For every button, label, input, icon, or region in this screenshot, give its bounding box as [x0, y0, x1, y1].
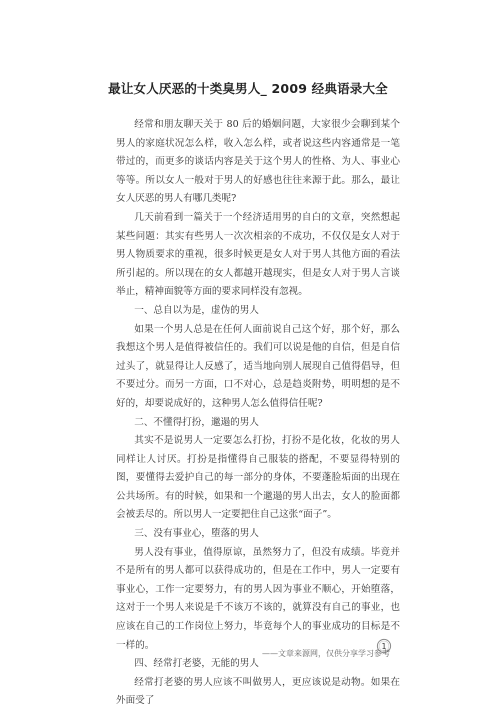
paragraph: 其实不是说男人一定要怎么打扮，打扮不是化妆，化妆的男人同样让人讨厌。打扮是指懂得自己服装的搭配，不要显得特别的图，要懂得去爱护自己的每一部分的身体，不要蓬脸垢面的出现在公共场所。有的时候，如果和一个邋遢的男人出去，女人的脸面都会被丢尽的。所以男人一定要把住自己这张“面子”。	[116, 435, 400, 521]
paragraph: 经常和朋友聊天关于 80 后的婚姻问题，大家很少会聊到某个男人的家庭状况怎么样，收入怎么样，或者说这些内容通常是一笔带过的，而更多的谈话内容是关于这个男人的性格、为人、事业心等等。所以女人一般对于男人的好感也往往来源于此。那么，最让女人厌恶的男人有哪几类呢?	[116, 119, 400, 205]
paragraph: 如果一个男人总是在任何人面前说自己这个好，那个好，那么我想这个男人是值得被信任的。我们可以说是他的自信，但是自信过头了，就显得让人反感了，适当地向别人展现自己值得倡导，但不要过分。而另一方面，口不对心，总是趋炎附势，明明想的是不好的，却要说成好的，这种男人怎么值得信任呢?	[116, 323, 400, 409]
section-heading: 二、不懂得打扮，邋遢的男人	[134, 416, 259, 428]
page-number: 1	[381, 641, 387, 651]
section-heading: 三、没有事业心，堕落的男人	[134, 528, 259, 540]
section-heading: 一、总自以为是，虚伪的男人	[134, 304, 259, 316]
paragraph: 男人没有事业，值得原谅，虽然努力了，但没有成绩。毕竟并不是所有的男人都可以获得成功的，但是在工作中，男人一定要有事业心，工作一定要努力，有的男人因为事业不顺心，开始堕落，这对于一个男人来说是千不该万不该的，就算没有自己的事业，也应该在自己的工作岗位上努力，毕竟每个人的事业成功的目标是不一样的。	[116, 546, 400, 651]
document-body	[116, 116, 400, 711]
section-heading: 四、经常打老婆，无能的男人	[134, 658, 259, 670]
paragraph: 经常打老婆的男人应该不叫做男人，更应该说是动物。如果在外面受了	[116, 676, 400, 707]
document-title: 最让女人厌恶的十类臭男人_ 2009 经典语录大全	[108, 81, 388, 96]
footer-note: ——文章来源网，仅供分享学习参考	[262, 649, 390, 658]
paragraph: 几天前看到一篇关于一个经济适用男的自白的文章，突然想起某些问题：其实有些男人一次次相亲的不成功，不仅仅是女人对于男人物质要求的重视，很多时候更是女人对于男人其他方面的看法所引起的。所以现在的女人都越开越现实，但是女人对于男人言谈举止，精神面貌等方面的要求同样没有忽视。	[116, 211, 400, 298]
